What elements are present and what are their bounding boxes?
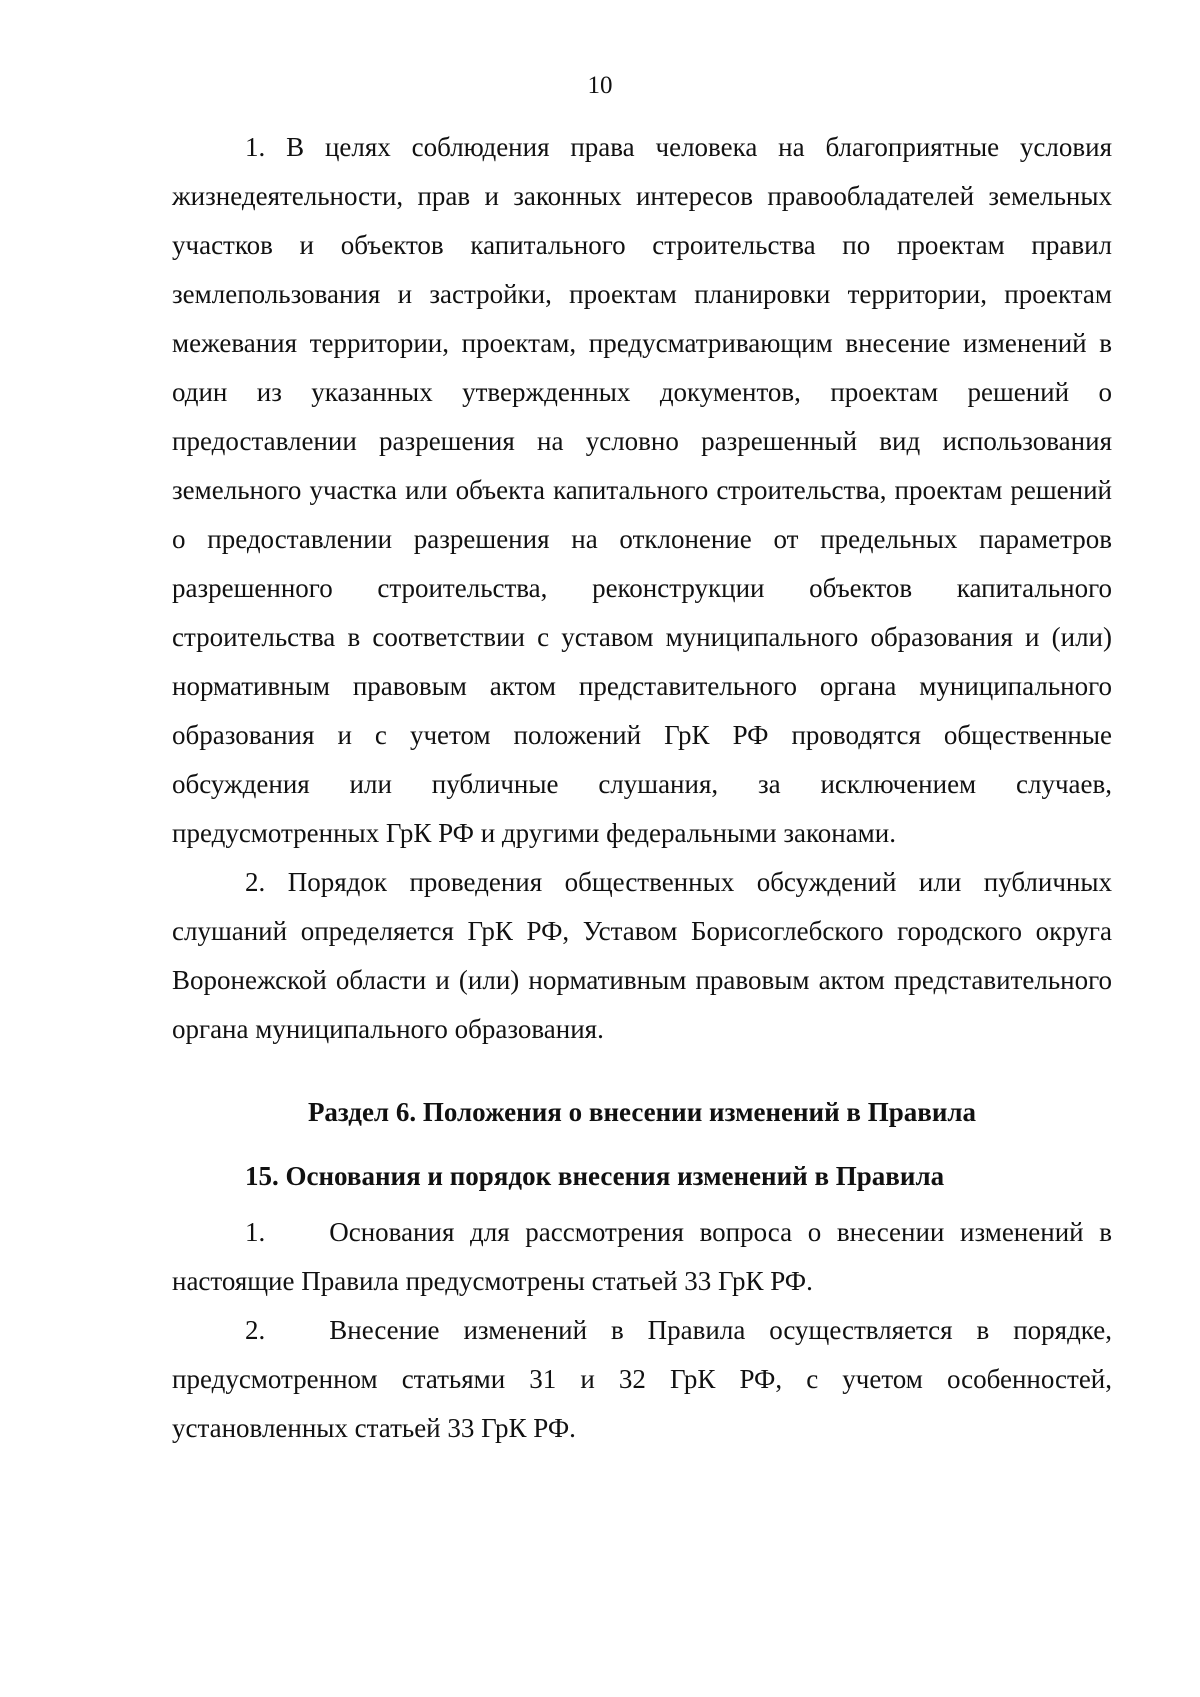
article-item-2: [172, 1306, 1112, 1453]
paragraph-2: 2. Порядок проведения общественных обсуждений или публичных слушаний определяется ГрК РФ, Уставом Борисоглебского городского округа Воронежской области и (или) нормативным правовым актом представительного органа муниципального образования.: [172, 867, 1112, 1044]
article-item-1: [172, 1208, 1112, 1306]
article-item-2-number: 2.: [245, 1315, 266, 1345]
article-item-1-number: 1.: [245, 1217, 266, 1247]
document-body: [172, 123, 1112, 1453]
article-item-1-text: Основания для рассмотрения вопроса о внесении изменений в настоящие Правила предусмотрены статьей 33 ГрК РФ.: [172, 1217, 1112, 1296]
paragraph-1: 1. В целях соблюдения права человека на благоприятные условия жизнедеятельности, прав и законных интересов правообладателей земельных участков и объектов капитального строительства по проектам правил землепользования и застройки, проектам планировки территории, проектам межевания территории, проектам, предусматривающим внесение изменений в один из указанных утвержденных документов, проектам решений о предоставлении разрешения на условно разрешенный вид использования земельного участка или объекта капитального строительства, проектам решений о предоставлении разрешения на отклонение от предельных параметров разрешенного строительства, реконструкции объектов капитального строительства в соответствии с уставом муниципального образования и (или) нормативным правовым актом представительного органа муниципального образования и с учетом положений ГрК РФ проводятся общественные обсуждения или публичные слушания, за исключением случаев, предусмотренных ГрК РФ и другими федеральными законами.: [172, 132, 1112, 848]
page-number: 10: [587, 72, 613, 99]
section-heading: Раздел 6. Положения о внесении изменений в Правила: [307, 1097, 977, 1127]
article-heading: 15. Основания и порядок внесения изменений в Правила: [245, 1161, 945, 1191]
article-item-2-text: Внесение изменений в Правила осуществляется в порядке, предусмотренном статьями 31 и 32 ГрК РФ, с учетом особенностей, установленных статьей 33 ГрК РФ.: [172, 1315, 1112, 1443]
